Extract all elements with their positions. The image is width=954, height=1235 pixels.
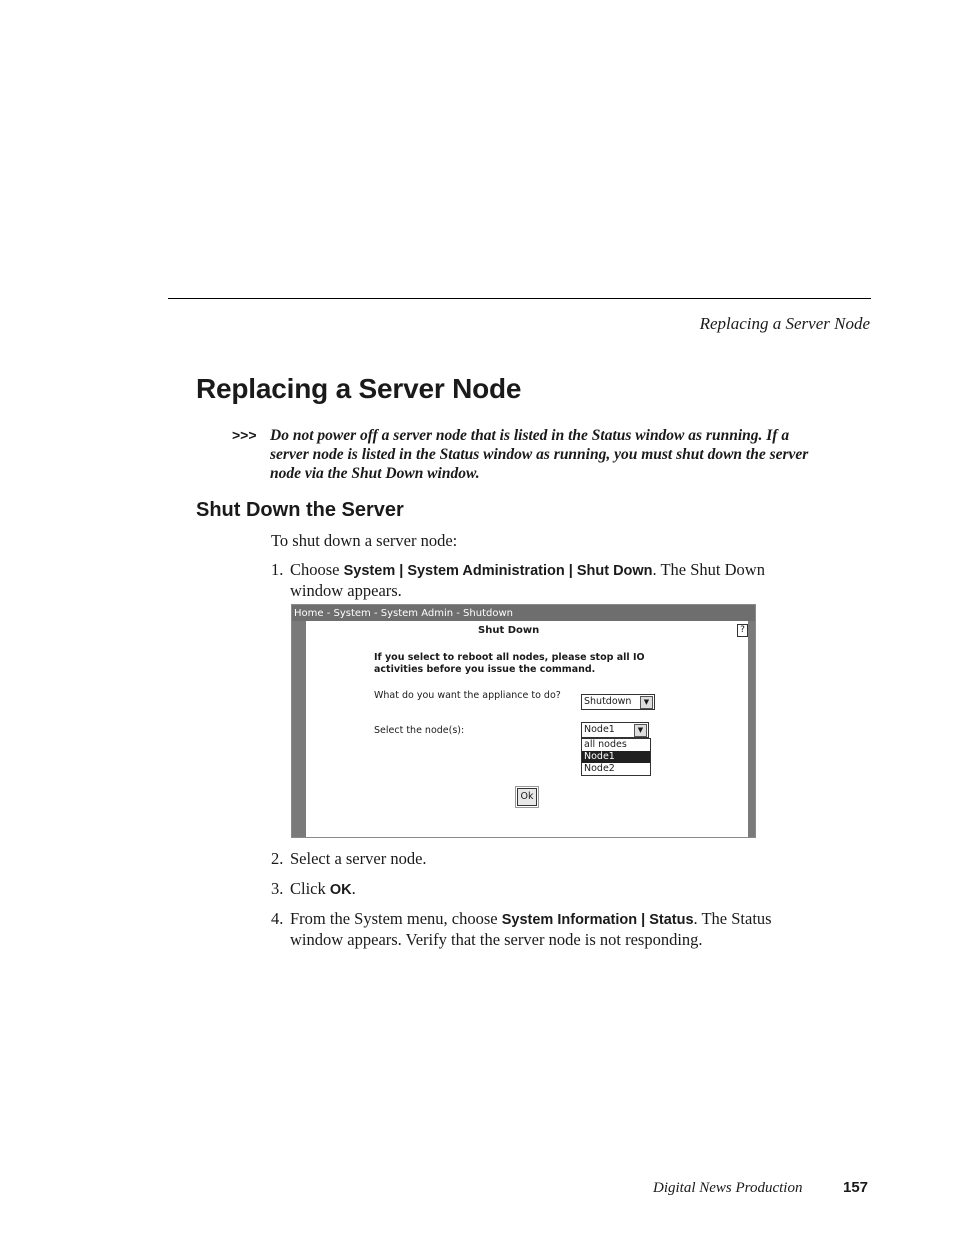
menu-path: System | System Administration | Shut Down: [343, 563, 653, 579]
step-number: 2.: [271, 849, 284, 868]
step-2: [271, 849, 816, 868]
shutdown-window-screenshot: [291, 604, 756, 838]
step-number: 3.: [271, 879, 284, 898]
step-text: Click: [290, 879, 330, 898]
action-label: What do you want the appliance to do?: [374, 690, 561, 701]
dropdown-option-node1[interactable]: Node1: [582, 751, 650, 763]
running-head: Replacing a Server Node: [699, 314, 870, 333]
step-4: [271, 909, 816, 949]
step-1: [271, 560, 816, 600]
chevron-down-icon[interactable]: ▼: [634, 724, 647, 737]
breadcrumb: [292, 605, 755, 621]
section-intro: To shut down a server node:: [271, 531, 458, 550]
note-marker: >>>: [232, 427, 257, 443]
chevron-down-icon[interactable]: ▼: [640, 696, 653, 709]
help-icon[interactable]: ?: [737, 624, 748, 637]
step-number: 4.: [271, 909, 284, 928]
breadcrumb-text[interactable]: Home - System - System Admin - Shutdown: [294, 608, 513, 619]
dropdown-option-all-nodes[interactable]: all nodes: [584, 739, 627, 750]
nodes-select[interactable]: [581, 722, 649, 738]
ok-button[interactable]: Ok: [517, 788, 537, 806]
step-text: . The Shut Down window appears.: [290, 560, 765, 600]
page-number: 157: [843, 1179, 869, 1196]
left-frame: [292, 621, 306, 837]
section-heading: Shut Down the Server: [196, 499, 404, 521]
scrollbar[interactable]: [748, 621, 755, 837]
dropdown-option-node2[interactable]: Node2: [584, 763, 615, 774]
step-number: 1.: [271, 560, 284, 579]
button-name: OK: [329, 882, 352, 898]
menu-path: System Information | Status: [501, 912, 694, 928]
nodes-dropdown-list: [581, 738, 651, 776]
page-title: Replacing a Server Node: [196, 373, 522, 404]
step-3: [271, 879, 816, 900]
footer-book-title: Digital News Production: [653, 1180, 803, 1196]
step-text: Select a server node.: [290, 849, 427, 868]
step-text: . The Status window appears. Verify that the server node is not responding.: [290, 909, 772, 949]
step-text: .: [351, 879, 356, 898]
caution-note: Do not power off a server node that is listed in the Status window as running. If a server node is listed in the Status window as running, you must shut down the server node via the Shut Down window.: [270, 427, 809, 482]
nodes-label: Select the node(s):: [374, 725, 465, 736]
step-text: Choose: [290, 560, 344, 579]
header-rule: [168, 298, 871, 299]
action-select[interactable]: [581, 694, 655, 710]
window-title: Shut Down: [478, 625, 540, 636]
action-select-value: Shutdown: [584, 696, 632, 707]
step-text: From the System menu, choose: [290, 909, 502, 928]
nodes-select-value: Node1: [584, 724, 615, 735]
reboot-warning: If you select to reboot all nodes, please stop all IO activities before you issue the command.: [374, 652, 645, 675]
